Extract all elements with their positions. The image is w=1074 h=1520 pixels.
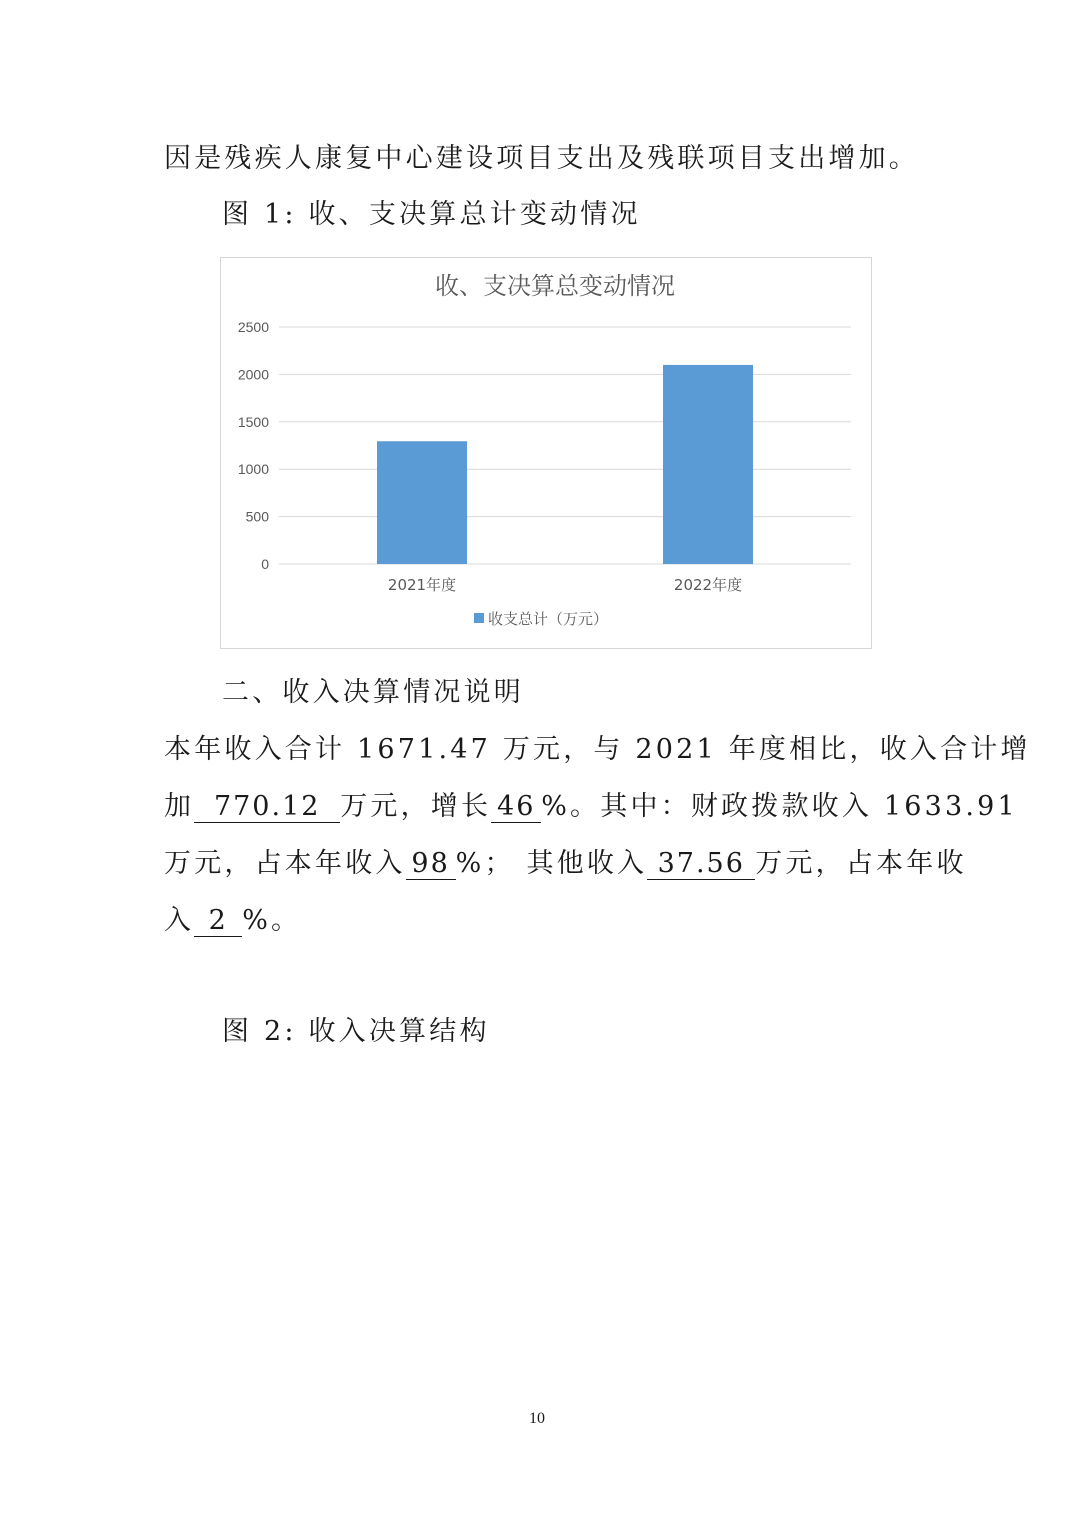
legend-swatch xyxy=(474,613,484,623)
text-segment: %。其中：财政拨款收入 1633.91 xyxy=(541,791,1018,822)
filled-blank: 770.12 xyxy=(194,792,340,823)
figure-2-caption xyxy=(222,1015,490,1049)
caption-text: 图 2: 收入决算结构 xyxy=(222,1016,490,1047)
paragraph-line xyxy=(164,847,967,881)
filled-blank: 98 xyxy=(406,849,456,880)
text-segment: %； 其他收入 xyxy=(455,848,648,879)
legend-label: 收支总计（万元） xyxy=(488,610,609,628)
text-segment: 万元，占本年收 xyxy=(755,848,967,879)
x-tick-label: 2021年度 xyxy=(387,576,457,594)
paragraph-line xyxy=(164,790,1018,824)
y-tick-label: 0 xyxy=(261,556,269,572)
income-expense-chart xyxy=(220,257,872,649)
text-segment: 万元，增长 xyxy=(340,791,492,822)
text-segment: 加 xyxy=(164,791,195,822)
y-tick-label: 2500 xyxy=(237,319,269,335)
section-heading xyxy=(222,676,524,710)
filled-blank: 2 xyxy=(194,906,242,937)
text-line: 本年收入合计 1671.47 万元，与 2021 年度相比，收入合计增 xyxy=(164,734,1031,765)
caption-text: 图 1: 收、支决算总计变动情况 xyxy=(222,199,641,230)
y-tick-label: 2000 xyxy=(237,366,269,383)
bar xyxy=(663,365,753,564)
figure-1-caption xyxy=(222,198,641,232)
filled-blank: 46 xyxy=(491,792,541,823)
paragraph-line xyxy=(164,733,1031,767)
y-tick-label: 1500 xyxy=(237,413,269,430)
chart-canvas xyxy=(221,258,873,650)
chart-title: 收、支决算总变动情况 xyxy=(435,272,675,300)
text-segment: 万元，占本年收入 xyxy=(164,848,406,879)
y-tick-label: 500 xyxy=(245,508,269,525)
text-segment: 入 xyxy=(164,905,195,936)
text-segment: %。 xyxy=(242,905,302,936)
text-line: 因是残疾人康复中心建设项目支出及残联项目支出增加。 xyxy=(164,143,919,174)
bar xyxy=(377,441,467,564)
filled-blank: 37.56 xyxy=(647,849,755,880)
page-number: 10 xyxy=(529,1410,545,1427)
paragraph-continuation xyxy=(164,142,919,176)
x-tick-label: 2022年度 xyxy=(673,576,743,594)
paragraph-line xyxy=(164,904,301,938)
y-tick-label: 1000 xyxy=(237,461,269,478)
heading-text: 二、收入决算情况说明 xyxy=(222,677,524,708)
